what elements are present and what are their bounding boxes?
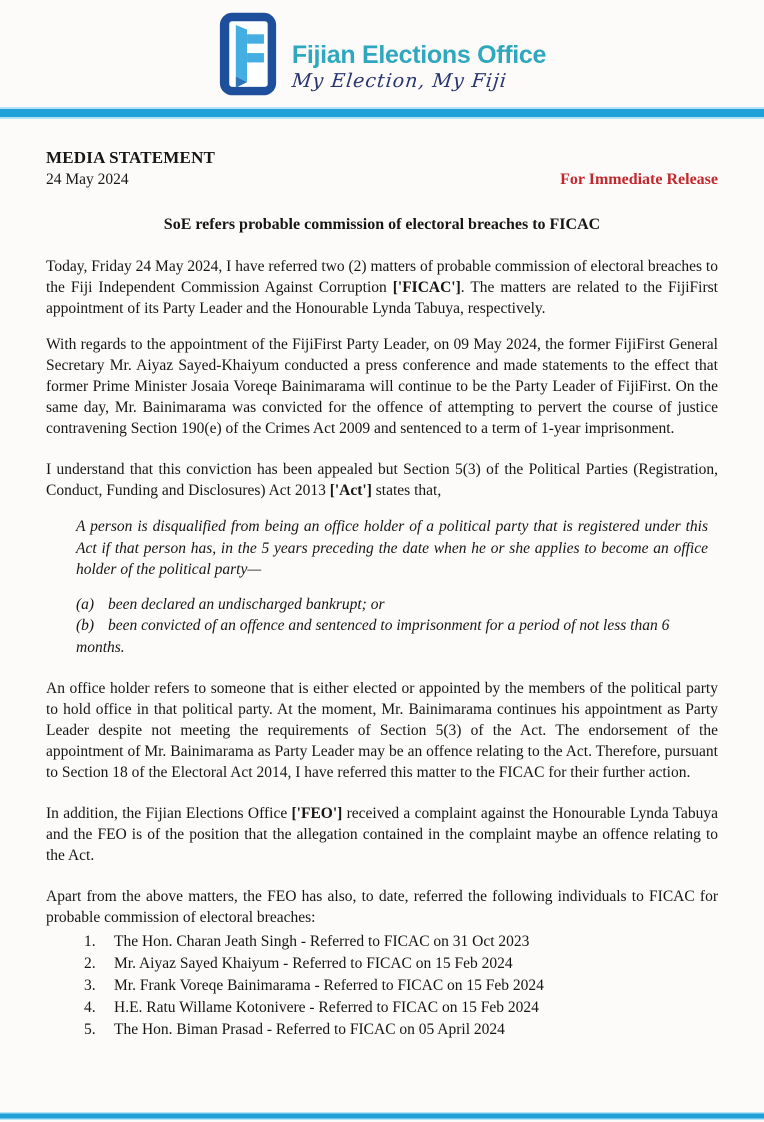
paragraph-2: With regards to the appointment of the FijiFirst Party Leader, on 09 May 2024, the former FijiFirst General Secretary Mr. Aiyaz Sayed-Khaiyum conducted a press conference and made statements to the effect that former Prime Minister Josaia Voreqe Bainimarama will continue to be the Party Leader of FijiFirst. On the same day, Mr. Bainimarama was convicted for the offence of attempting to pervert the course of justice contravening Section 190(e) of the Crimes Act 2009 and sentenced to a term of 1-year imprisonment. — [46, 336, 718, 437]
feo-abbreviation: ['FEO'] — [291, 805, 343, 822]
quote-item-a-marker: (a) — [76, 595, 95, 613]
header — [0, 0, 764, 98]
document-type-label: MEDIA STATEMENT — [46, 148, 216, 167]
date-release-row — [46, 171, 718, 189]
paragraph-5-text: In addition, the Fijian Elections Office — [46, 805, 292, 822]
referral-item-4-number: 4. — [84, 999, 96, 1016]
paragraph-6: Apart from the above matters, the FEO has also, to date, referred the following individuals to FICAC for probable commission of electoral breaches: — [46, 888, 718, 926]
quote-item-b-marker: (b) — [76, 617, 95, 634]
brand-tagline: My Election, My Fiji — [290, 69, 508, 92]
document-body — [0, 148, 764, 1041]
referral-item-1-number: 1. — [84, 933, 96, 950]
referral-item-5-text: The Hon. Biman Prasad - Referred to FICAC on 05 April 2024 — [114, 1021, 505, 1038]
referral-item-2-text: Mr. Aiyaz Sayed Khaiyum - Referred to FICAC on 15 Feb 2024 — [114, 955, 513, 972]
referral-item-1-text: The Hon. Charan Jeath Singh - Referred to FICAC on 31 Oct 2023 — [114, 933, 530, 950]
referral-item-3-number: 3. — [84, 977, 96, 994]
document-date: 24 May 2024 — [46, 171, 129, 188]
referral-item-2 — [84, 953, 718, 975]
referral-item-2-number: 2. — [84, 955, 96, 972]
act-quotation: A person is disqualified from being an office holder of a political party that is registered under this Act if that person has, in the 5 years preceding the date when he or she applies to become an office holder of the political party— — [76, 518, 708, 578]
referral-item-5-number: 5. — [84, 1021, 96, 1038]
referral-item-1 — [84, 931, 718, 953]
footer-divider-bar — [0, 1112, 764, 1120]
paragraph-3-text-cont: states that, — [371, 482, 442, 499]
brand-name: Fijian Elections Office — [291, 41, 547, 70]
quote-item-a — [76, 594, 708, 616]
act-quotation-list — [76, 594, 708, 659]
release-label: For Immediate Release — [560, 171, 718, 188]
referral-item-5 — [84, 1019, 718, 1041]
paragraph-3 — [46, 459, 718, 501]
paragraph-1 — [46, 256, 718, 319]
paragraph-1-text: Today, Friday 24 May 2024, I have referred two (2) matters of probable commission of electoral breaches to the Fiji Independent Commission Against Corruption — [46, 258, 718, 296]
feo-logo-icon — [218, 10, 278, 98]
document-meta — [46, 148, 718, 189]
paragraph-5 — [46, 803, 718, 866]
header-divider-bar — [0, 107, 764, 119]
paragraph-5-text-cont: received a complaint against the Honourable Lynda Tabuya and the FEO is of the position that the allegation contained in the complaint maybe an offence relating to the Act. — [46, 805, 718, 864]
logo-text-block — [292, 42, 546, 91]
paragraph-4: An office holder refers to someone that is either elected or appointed by the members of the political party to hold office in that political party. At the moment, Mr. Bainimarama continues his appointment as Party Leader despite not meeting the requirements of Section 5(3) of the Act. The endorsement of the appointment of Mr. Bainimarama as Party Leader may be an offence relating to the Act. Therefore, pursuant to Section 18 of the Electoral Act 2014, I have referred this matter to the FICAC for their further action. — [46, 680, 718, 781]
referral-item-3 — [84, 975, 718, 997]
referrals-list — [84, 931, 718, 1041]
quote-item-b — [76, 615, 708, 658]
referral-item-3-text: Mr. Frank Voreqe Bainimarama - Referred to FICAC on 15 Feb 2024 — [114, 977, 544, 994]
document-title: SoE refers probable commission of electoral breaches to FICAC — [163, 216, 601, 233]
act-abbreviation: ['Act'] — [329, 482, 372, 499]
ficac-abbreviation: ['FICAC'] — [392, 279, 461, 296]
quote-item-b-text: been convicted of an offence and sentenced to imprisonment for a period of not less than 6 months. — [76, 617, 670, 656]
quote-item-a-text: been declared an undischarged bankrupt; or — [108, 595, 385, 613]
referral-item-4-text: H.E. Ratu Willame Kotonivere - Referred to FICAC on 15 Feb 2024 — [114, 999, 539, 1016]
referral-item-4 — [84, 997, 718, 1019]
paragraph-3-text: I understand that this conviction has been appealed but Section 5(3) of the Political Parties (Registration, Conduct, Funding and Disclosures) Act 2013 — [46, 461, 718, 499]
paragraph-1-text-cont: . The matters are related to the FijiFirst appointment of its Party Leader and the Honourable Lynda Tabuya, respectively. — [46, 279, 718, 317]
